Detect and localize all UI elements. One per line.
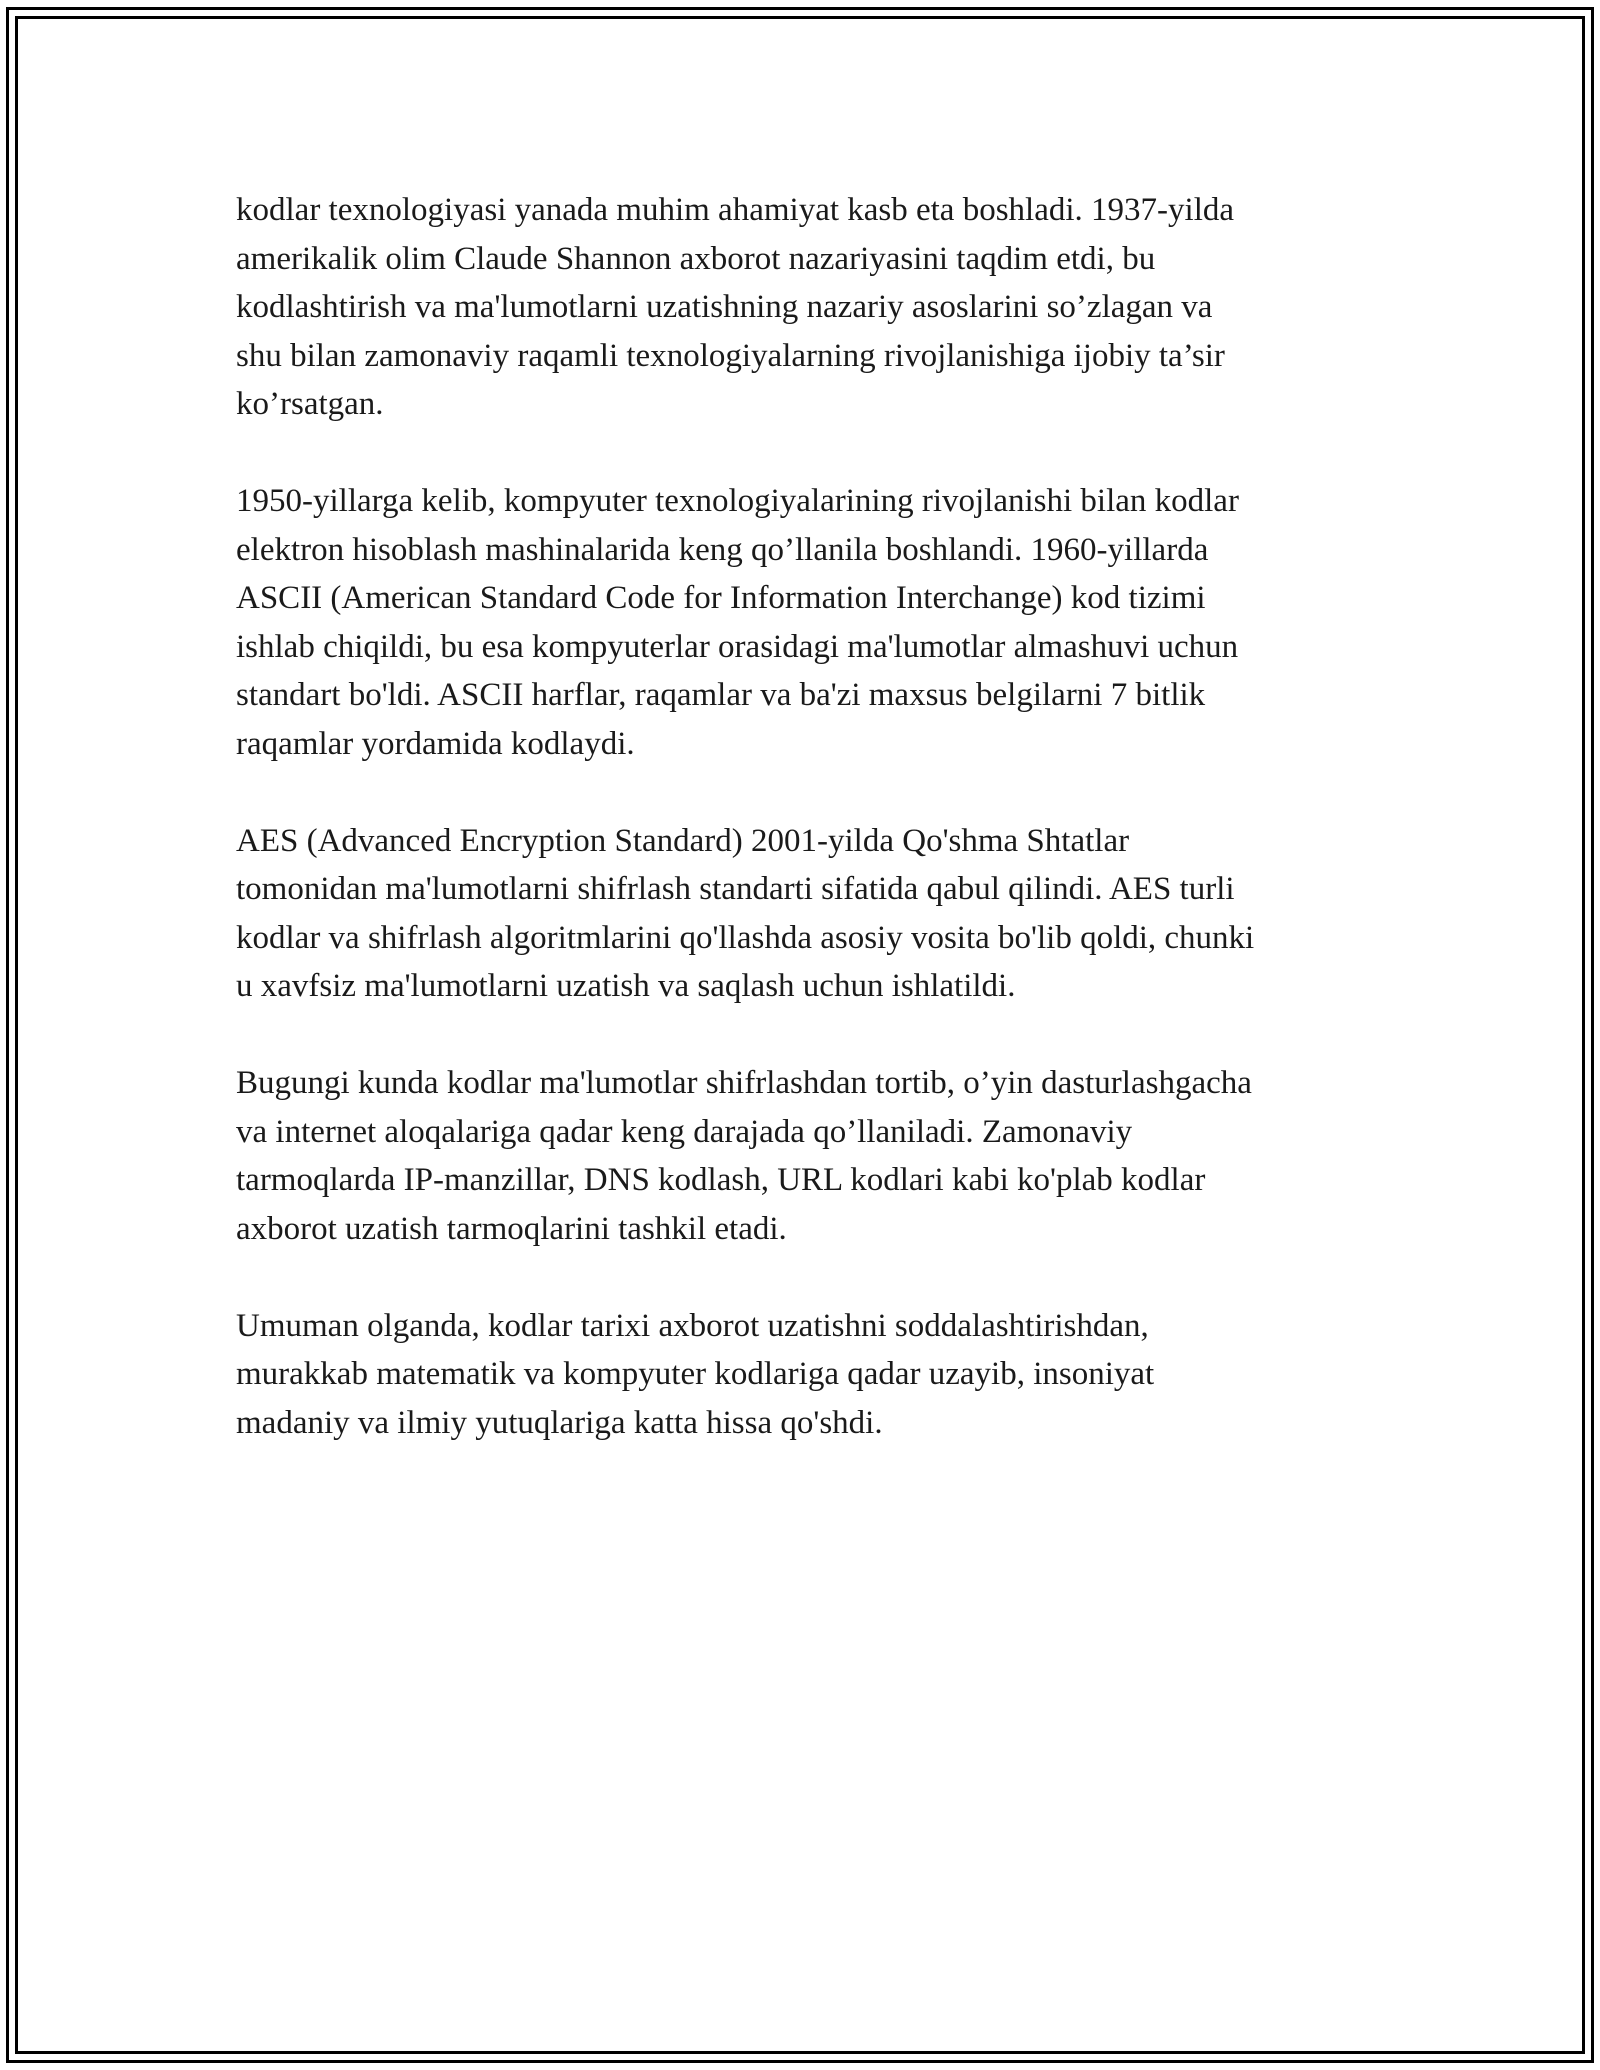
document-body (236, 186, 1376, 1496)
paragraph-aes: AES (Advanced Encryption Standard) 2001-yilda Qo'shma Shtatlar tomonidan ma'lumotlarni shifrlash standarti sifatida qabul qilindi. AES turli kodlar va shifrlash algoritmlarini qo'llashda asosiy vosita bo'lib qoldi, chunki u xavfsiz ma'lumotlarni uzatish va saqlash uchun ishlatildi. (236, 822, 1255, 1004)
paragraph-shannon: kodlar texnologiyasi yanada muhim ahamiyat kasb eta boshladi. 1937-yilda amerikalik olim Claude Shannon axborot nazariyasini taqdim etdi, bu kodlashtirish va ma'lumotlarni uzatishning nazariy asoslarini so’zlagan va shu bilan zamonaviy raqamli texnologiyalarning rivojlanishiga ijobiy ta’sir ko’rsatgan. (236, 192, 1235, 422)
paragraph-conclusion: Umuman olganda, kodlar tarixi axborot uzatishni soddalashtirishdan, murakkab matematik va kompyuter kodlariga qadar uzayib, insoniyat madaniy va ilmiy yutuqlariga katta hissa qo'shdi. (236, 1307, 1155, 1441)
paragraph-ascii: 1950-yillarga kelib, kompyuter texnologiyalarining rivojlanishi bilan kodlar elektron hisoblash mashinalarida keng qo’llanila boshlandi. 1960-yillarda ASCII (American Standard Code for Information Interchange) kod tizimi ishlab chiqildi, bu esa kompyuterlar orasidagi ma'lumotlar almashuvi uchun standart bo'ldi. ASCII harflar, raqamlar va ba'zi maxsus belgilarni 7 bitlik raqamlar yordamida kodlaydi. (236, 483, 1239, 762)
paragraph-modern-usage: Bugungi kunda kodlar ma'lumotlar shifrlashdan tortib, o’yin dasturlashgacha va internet aloqalariga qadar keng darajada qo’llaniladi. Zamonaviy tarmoqlarda IP-manzillar, DNS kodlash, URL kodlari kabi ko'plab kodlar axborot uzatish tarmoqlarini tashkil etadi. (236, 1065, 1252, 1247)
